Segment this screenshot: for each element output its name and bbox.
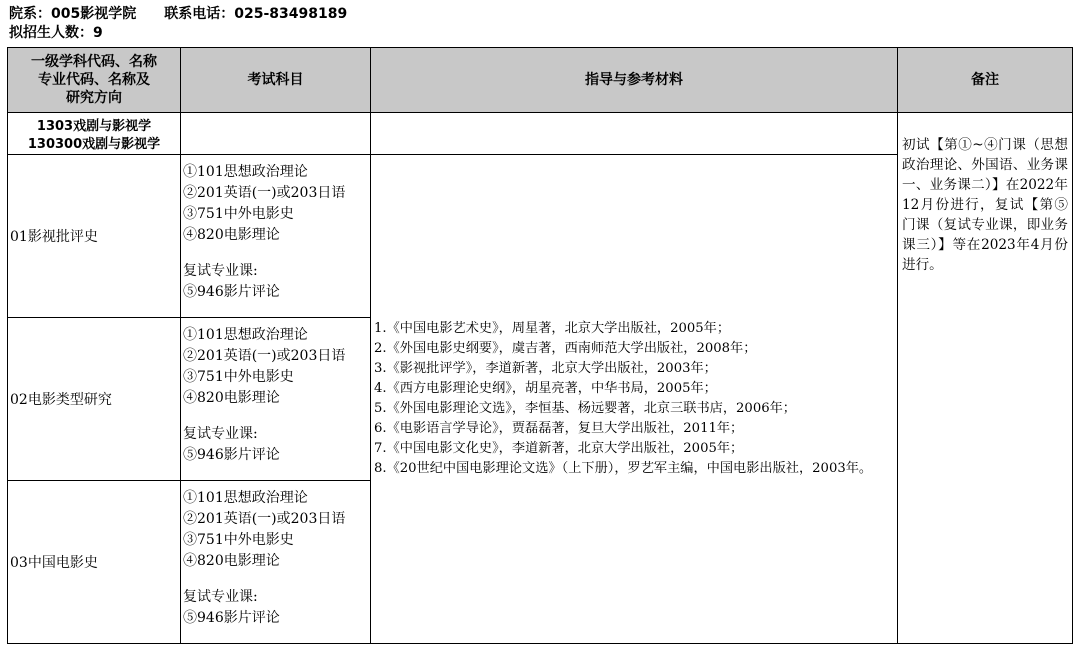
phone-label: 联系电话：025-83498189	[164, 6, 348, 22]
retest-label: 复试专业课:	[183, 589, 258, 605]
exam-subject: ②201英语(一)或203日语	[183, 185, 346, 201]
exam-subjects-cell	[181, 317, 371, 481]
exam-subject: ②201英语(一)或203日语	[183, 348, 346, 364]
subject-exam-empty	[181, 112, 371, 155]
exam-subject: ②201英语(一)或203日语	[183, 511, 346, 527]
exam-subject: ③751中外电影史	[183, 532, 294, 548]
subject-reference-empty	[371, 112, 898, 155]
column-header-exam-subjects: 考试科目	[181, 47, 371, 113]
exam-subject: ③751中外电影史	[183, 206, 294, 222]
direction-name-cell	[7, 317, 181, 481]
reference-item: 5.《外国电影理论文选》，李恒基、杨远婴著，北京三联书店，2006年；	[374, 401, 796, 416]
column-header-references: 指导与参考材料	[371, 47, 898, 113]
exam-subject: ①101思想政治理论	[183, 490, 308, 506]
subject-title-cell	[7, 112, 181, 155]
retest-exam: ⑤946影片评论	[183, 284, 280, 300]
header-line-1	[9, 5, 347, 23]
column-header-line: 专业代码、名称及	[38, 72, 150, 88]
exam-subject: ③751中外电影史	[183, 369, 294, 385]
direction-name-cell	[7, 154, 181, 318]
retest-label: 复试专业课:	[183, 426, 258, 442]
enrollment-label: 拟招生人数：9	[9, 25, 103, 41]
direction-name: 01影视批评史	[10, 229, 98, 245]
reference-item: 2.《外国电影史纲要》，虞吉著，西南师范大学出版社，2008年；	[374, 341, 757, 356]
reference-item: 7.《中国电影文化史》，李道新著，北京大学出版社，2005年；	[374, 441, 744, 456]
reference-item: 8.《20世纪中国电影理论文选》（上下册），罗艺军主编，中国电影出版社，2003年。	[374, 461, 873, 476]
direction-name: 02电影类型研究	[10, 392, 112, 408]
exam-subject: ①101思想政治理论	[183, 327, 308, 343]
reference-item: 4.《西方电影理论史纲》，胡星亮著，中华书局，2005年；	[374, 381, 717, 396]
retest-exam: ⑤946影片评论	[183, 447, 280, 463]
column-header-line: 研究方向	[66, 90, 122, 106]
exam-subject: ④820电影理论	[183, 390, 280, 406]
exam-subjects-cell	[181, 154, 371, 318]
column-header-remarks: 备注	[898, 47, 1073, 113]
exam-subject: ①101思想政治理论	[183, 164, 308, 180]
reference-item: 3.《影视批评学》，李道新著，北京大学出版社，2003年；	[374, 361, 717, 376]
exam-subject: ④820电影理论	[183, 227, 280, 243]
exam-subjects-cell	[181, 480, 371, 644]
retest-label: 复试专业课:	[183, 263, 258, 279]
references-cell	[371, 154, 898, 644]
subject-code-line: 1303戏剧与影视学	[36, 119, 152, 134]
column-header-line: 一级学科代码、名称	[31, 54, 157, 70]
column-header-discipline	[7, 47, 181, 113]
major-code-line: 130300戏剧与影视学	[27, 137, 161, 152]
direction-name: 03中国电影史	[10, 555, 98, 571]
reference-item: 6.《电影语言学导论》，贾磊磊著，复旦大学出版社，2011年；	[374, 421, 744, 436]
retest-exam: ⑤946影片评论	[183, 610, 280, 626]
reference-item: 1.《中国电影艺术史》，周星著，北京大学出版社，2005年；	[374, 321, 731, 336]
remark-cell: 初试【第①~④门课（思想政治理论、外国语、业务课一、业务课二）】在2022年12月份进行，复试【第⑤门课（复试专业课，即业务课三）】等在2023年4月份进行。	[898, 112, 1073, 644]
department-label: 院系：005影视学院	[9, 6, 137, 22]
exam-subject: ④820电影理论	[183, 553, 280, 569]
direction-name-cell	[7, 480, 181, 644]
